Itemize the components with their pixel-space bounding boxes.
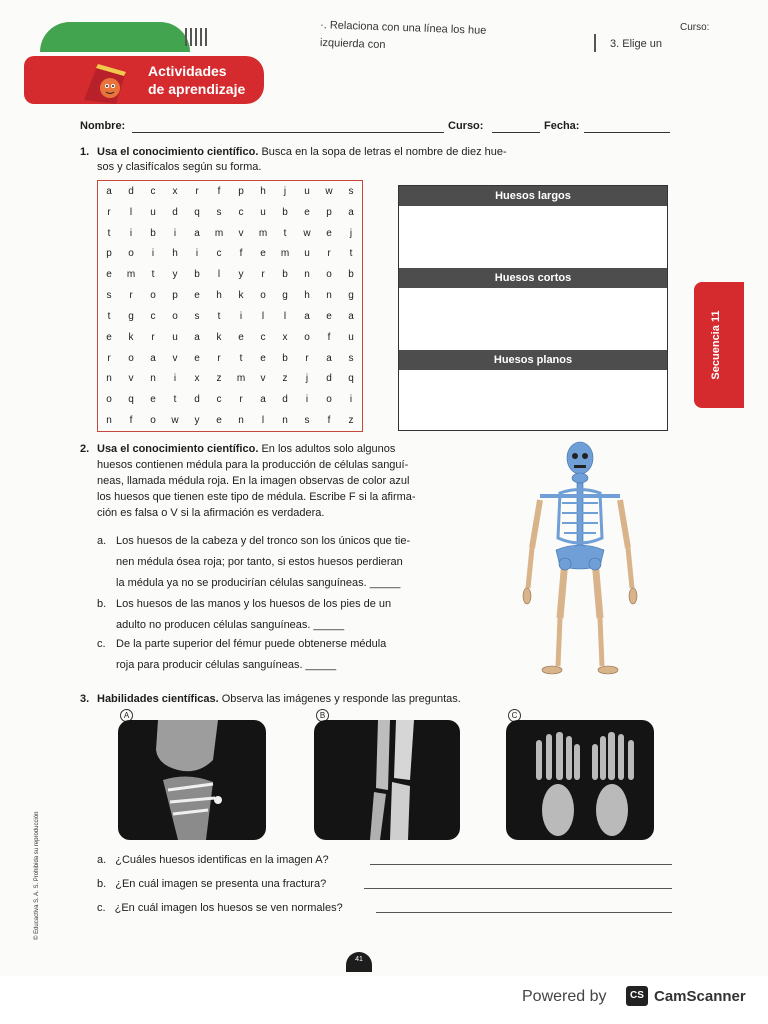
word-search-cell[interactable]: u — [304, 185, 310, 197]
q2-title: Usa el conocimiento científico. — [97, 443, 259, 455]
word-search-cell[interactable]: m — [236, 373, 246, 385]
word-search-cell[interactable]: b — [282, 206, 288, 218]
skeleton-illustration — [520, 438, 640, 678]
word-search-cell[interactable]: i — [349, 394, 353, 406]
word-search-cell[interactable]: i — [305, 394, 309, 406]
banner-title-line-1: Actividades — [148, 63, 227, 79]
q3-question-a-letter: a. — [97, 854, 107, 866]
top-cut-text-4: Curso: — [680, 22, 710, 33]
word-search-cell[interactable]: u — [172, 331, 178, 343]
word-search-cell[interactable]: u — [304, 248, 310, 260]
word-search-cell[interactable]: r — [327, 248, 331, 260]
word-search-cell[interactable]: i — [129, 227, 133, 239]
word-search-cell[interactable]: v — [128, 373, 134, 385]
word-search-cell[interactable]: h — [304, 290, 310, 302]
word-search-cell[interactable]: m — [258, 227, 268, 239]
q2-line-3: neas, llamada médula roja. En la imagen observas de color azul — [97, 475, 410, 487]
q3-answer-a-line[interactable] — [370, 864, 672, 865]
q3-answer-c-line[interactable] — [376, 912, 672, 913]
word-search-cell[interactable]: i — [239, 310, 243, 322]
word-search-cell[interactable]: r — [107, 352, 111, 364]
word-search-cell[interactable]: n — [282, 415, 288, 427]
word-search-cell[interactable]: t — [107, 227, 111, 239]
word-search-cell[interactable]: s — [304, 415, 310, 427]
word-search-cell[interactable]: n — [106, 415, 112, 427]
word-search-cell[interactable]: n — [326, 290, 332, 302]
word-search-cell[interactable]: o — [128, 352, 134, 364]
mascot-icon — [80, 58, 134, 108]
word-search-cell[interactable]: x — [194, 373, 200, 385]
xray-image-a — [118, 720, 266, 840]
word-search-cell[interactable]: a — [260, 394, 266, 406]
word-search-cell[interactable]: n — [238, 415, 244, 427]
image-label-b: B — [316, 709, 329, 722]
word-search-cell[interactable]: n — [150, 373, 156, 385]
word-search-cell[interactable]: t — [349, 248, 353, 260]
word-search-cell[interactable]: u — [348, 331, 354, 343]
word-search-cell[interactable]: a — [194, 227, 200, 239]
word-search-cell[interactable]: n — [106, 373, 112, 385]
word-search-cell[interactable]: o — [106, 394, 112, 406]
fracture-xray-graphic — [314, 720, 460, 840]
word-search-cell[interactable]: a — [194, 331, 200, 343]
word-search-cell[interactable]: j — [283, 185, 287, 197]
word-search-cell[interactable]: f — [239, 248, 243, 260]
short-bones-answer-area[interactable] — [399, 288, 667, 350]
word-search-cell[interactable]: r — [129, 290, 133, 302]
word-search-cell[interactable]: o — [304, 331, 310, 343]
q2-item-a-line-1: Los huesos de la cabeza y del tronco son los únicos que tie- — [116, 535, 411, 547]
q2-item-b-line-1: Los huesos de las manos y los huesos de los pies de un — [116, 598, 392, 610]
powered-by-text: Powered by — [522, 988, 607, 1005]
word-search-cell[interactable]: o — [150, 415, 156, 427]
date-field[interactable] — [584, 132, 670, 133]
q1-number: 1. — [80, 146, 90, 158]
word-search-cell[interactable]: r — [151, 331, 155, 343]
q1-text-1: Busca en la sopa de letras el nombre de diez hue- — [261, 146, 507, 158]
word-search-cell[interactable]: a — [304, 310, 310, 322]
top-cut-text-3: 3. Elige un — [610, 38, 662, 50]
image-label-a: A — [120, 709, 133, 722]
q2-item-a-line-3[interactable]: la médula ya no se producirían células sanguíneas. _____ — [116, 577, 401, 589]
word-search-cell[interactable]: q — [128, 394, 134, 406]
word-search-cell[interactable]: p — [106, 248, 112, 260]
word-search-cell[interactable]: z — [282, 373, 288, 385]
q2-line-2: huesos contienen médula para la producción de células sanguí- — [97, 459, 409, 471]
word-search-cell[interactable]: o — [150, 290, 156, 302]
word-search-cell[interactable]: x — [282, 331, 288, 343]
word-search-cell[interactable]: b — [194, 269, 200, 281]
knee-xray-graphic — [118, 720, 266, 840]
word-search-cell[interactable]: r — [305, 352, 309, 364]
word-search-cell[interactable]: e — [326, 227, 332, 239]
xray-image-c — [506, 720, 654, 840]
word-search-cell[interactable]: r — [261, 269, 265, 281]
word-search-cell[interactable]: c — [216, 394, 222, 406]
q2-line-1: En los adultos solo algunos — [261, 443, 396, 455]
word-search-cell[interactable]: o — [326, 269, 332, 281]
image-label-c: C — [508, 709, 521, 722]
word-search-cell[interactable]: l — [261, 310, 265, 322]
camscanner-name: CamScanner — [654, 988, 746, 1005]
q2-item-b — [97, 594, 476, 636]
word-search-cell[interactable]: q — [194, 206, 200, 218]
word-search-cell[interactable]: w — [171, 415, 179, 427]
word-search-cell[interactable]: a — [150, 352, 156, 364]
word-search-cell[interactable]: o — [128, 248, 134, 260]
q3-prompt — [97, 691, 557, 707]
word-search-cell[interactable]: d — [326, 373, 332, 385]
word-search-cell[interactable]: d — [128, 185, 134, 197]
q2-item-c-letter: c. — [97, 638, 106, 650]
word-search-cell[interactable]: o — [260, 290, 266, 302]
banner-title — [148, 62, 245, 98]
word-search-cell[interactable]: k — [216, 331, 222, 343]
word-search-cell[interactable]: e — [238, 331, 244, 343]
word-search-cell[interactable]: e — [194, 290, 200, 302]
long-bones-answer-area[interactable] — [399, 206, 667, 268]
word-search-cell[interactable]: u — [260, 206, 266, 218]
word-search-cell[interactable]: f — [327, 331, 331, 343]
feet-xray-graphic — [506, 720, 654, 840]
q3-title: Habilidades científicas. — [97, 693, 219, 705]
word-search-cell[interactable]: k — [128, 331, 134, 343]
word-search-cell[interactable]: s — [216, 206, 222, 218]
word-search-cell[interactable]: n — [304, 269, 310, 281]
word-search-cell[interactable]: s — [348, 185, 354, 197]
word-search-cell[interactable]: o — [326, 394, 332, 406]
word-search-cell[interactable]: b — [282, 352, 288, 364]
sequence-tab-label: Secuencia 11 — [710, 310, 722, 380]
student-info-row — [80, 116, 670, 138]
banner-title-line-2: de aprendizaje — [148, 81, 246, 97]
word-search-cell[interactable]: i — [173, 373, 177, 385]
q1-text-2: sos y clasifícalos según su forma. — [97, 161, 262, 173]
q2-item-a-letter: a. — [97, 535, 107, 547]
word-search-cell[interactable]: y — [172, 269, 178, 281]
word-search-cell[interactable]: t — [217, 310, 221, 322]
word-search-cell[interactable]: v — [238, 227, 244, 239]
word-search-cell[interactable]: r — [195, 185, 199, 197]
q3-question-a — [97, 852, 329, 868]
word-search-cell[interactable]: y — [194, 415, 200, 427]
q2-item-a — [97, 531, 476, 594]
table-header-long: Huesos largos — [399, 186, 667, 206]
word-search-cell[interactable]: v — [172, 352, 178, 364]
q1-title: Usa el conocimiento científico. — [97, 146, 259, 158]
word-search-cell[interactable]: l — [283, 310, 287, 322]
word-search-cell[interactable]: b — [348, 269, 354, 281]
word-search-cell[interactable]: i — [195, 248, 199, 260]
word-search-cell[interactable]: q — [348, 373, 354, 385]
word-search-cell[interactable]: h — [216, 290, 222, 302]
word-search-cell[interactable]: e — [304, 206, 310, 218]
q3-question-c-letter: c. — [97, 902, 106, 914]
copyright-notice: © Educactiva S. A. S. Prohibida su reproducción — [34, 811, 40, 940]
word-search-cell[interactable]: t — [151, 269, 155, 281]
word-search-cell[interactable]: w — [303, 227, 311, 239]
word-search-cell[interactable]: y — [238, 269, 244, 281]
q2-prompt — [97, 441, 477, 521]
word-search-grid — [98, 181, 362, 431]
word-search-cell[interactable]: c — [238, 206, 244, 218]
word-search-cell[interactable]: t — [283, 227, 287, 239]
course-label: Curso: — [448, 120, 484, 132]
q2-item-c — [97, 634, 476, 676]
word-search-cell[interactable]: l — [217, 269, 221, 281]
word-search-cell[interactable]: g — [282, 290, 288, 302]
q2-item-b-letter: b. — [97, 598, 107, 610]
word-search-cell[interactable]: a — [348, 310, 354, 322]
q3-question-a-text: ¿Cuáles huesos identificas en la imagen A? — [115, 854, 329, 866]
word-search-cell[interactable]: f — [327, 415, 331, 427]
word-search-cell[interactable]: e — [106, 269, 112, 281]
word-search-cell[interactable]: e — [260, 248, 266, 260]
word-search-cell[interactable]: i — [151, 248, 155, 260]
word-search-cell[interactable]: g — [348, 290, 354, 302]
top-cut-text-2: izquierda con — [319, 36, 386, 52]
name-label: Nombre: — [80, 120, 126, 132]
word-search-cell[interactable]: p — [326, 206, 332, 218]
word-search-cell[interactable]: c — [150, 185, 156, 197]
course-field[interactable] — [492, 132, 540, 133]
word-search-cell[interactable]: c — [150, 310, 156, 322]
word-search-cell[interactable]: s — [348, 352, 354, 364]
q3-question-c — [97, 900, 343, 916]
word-search-cell[interactable]: o — [172, 310, 178, 322]
word-search-cell[interactable]: u — [150, 206, 156, 218]
q2-line-5: ción es falsa o V si la afirmación es verdadera. — [97, 507, 325, 519]
word-search-cell[interactable]: h — [260, 185, 266, 197]
q2-item-a-line-2: nen médula ósea roja; por tanto, si estos huesos perdieran — [116, 556, 403, 568]
word-search-cell[interactable]: h — [172, 248, 178, 260]
word-search-cell[interactable]: z — [348, 415, 354, 427]
word-search-cell[interactable]: i — [173, 227, 177, 239]
bone-classification-table — [398, 185, 668, 431]
q3-question-b — [97, 876, 326, 892]
q1-prompt — [97, 144, 577, 160]
q2-line-4: los huesos que tienen este tipo de médula. Escribe F si la afirma- — [97, 491, 416, 503]
word-search-cell[interactable]: f — [217, 185, 221, 197]
word-search-cell[interactable]: g — [128, 310, 134, 322]
word-search-cell[interactable]: a — [106, 185, 112, 197]
date-label: Fecha: — [544, 120, 580, 132]
word-search-cell[interactable]: m — [126, 269, 136, 281]
word-search-cell[interactable]: d — [282, 394, 288, 406]
word-search-cell[interactable]: a — [326, 352, 332, 364]
word-search-cell[interactable]: e — [194, 352, 200, 364]
word-search-cell[interactable]: e — [150, 394, 156, 406]
word-search-cell[interactable]: r — [107, 206, 111, 218]
word-search-cell[interactable]: m — [280, 248, 290, 260]
word-search-cell[interactable]: d — [194, 394, 200, 406]
word-search-cell[interactable]: e — [106, 331, 112, 343]
word-search-cell[interactable]: j — [349, 227, 353, 239]
word-search-cell[interactable]: t — [107, 310, 111, 322]
q3-answer-b-line[interactable] — [364, 888, 672, 889]
word-search-cell[interactable]: f — [129, 415, 133, 427]
flat-bones-answer-area[interactable] — [399, 370, 667, 430]
word-search-cell[interactable]: t — [239, 352, 243, 364]
scanner-footer — [0, 976, 768, 1024]
word-search-cell[interactable]: z — [216, 373, 222, 385]
q2-item-b-line-2[interactable]: adulto no producen células sanguíneas. _____ — [116, 619, 345, 631]
q3-question-b-letter: b. — [97, 878, 107, 890]
top-cut-text-1: ·. Relaciona con una línea los hue — [319, 19, 487, 37]
word-search-cell[interactable]: v — [260, 373, 266, 385]
table-header-short: Huesos cortos — [399, 268, 667, 288]
word-search-cell[interactable]: d — [172, 206, 178, 218]
word-search-cell[interactable]: c — [260, 331, 266, 343]
top-stripe-decoration — [185, 28, 210, 46]
word-search-cell[interactable]: l — [129, 206, 133, 218]
word-search-cell[interactable]: e — [326, 310, 332, 322]
word-search-cell[interactable]: e — [216, 415, 222, 427]
word-search-cell[interactable]: s — [106, 290, 112, 302]
q3-question-c-text: ¿En cuál imagen los huesos se ven normales? — [114, 902, 343, 914]
word-search-cell[interactable]: m — [214, 227, 224, 239]
word-search-cell[interactable]: b — [150, 227, 156, 239]
q3-number: 3. — [80, 693, 90, 705]
q2-item-c-line-1: De la parte superior del fémur puede obtenerse médula — [116, 638, 387, 650]
word-search-cell[interactable]: k — [238, 290, 244, 302]
page-number: 41 — [346, 952, 372, 972]
top-divider — [594, 34, 596, 52]
word-search-cell[interactable]: l — [261, 415, 265, 427]
word-search-cell[interactable]: e — [260, 352, 266, 364]
camscanner-logo-icon: CS — [626, 986, 648, 1006]
name-field[interactable] — [132, 132, 444, 133]
q2-item-c-line-2[interactable]: roja para producir células sanguíneas. _____ — [116, 659, 337, 671]
q3-question-b-text: ¿En cuál imagen se presenta una fractura? — [115, 878, 327, 890]
q2-number: 2. — [80, 443, 90, 455]
top-green-decoration — [40, 22, 190, 52]
word-search — [97, 180, 363, 432]
word-search-cell[interactable]: w — [325, 185, 333, 197]
word-search-cell[interactable]: b — [282, 269, 288, 281]
word-search-cell[interactable]: j — [305, 373, 309, 385]
table-header-flat: Huesos planos — [399, 350, 667, 370]
word-search-cell[interactable]: t — [173, 394, 177, 406]
word-search-cell[interactable]: r — [239, 394, 243, 406]
q3-text: Observa las imágenes y responde las preguntas. — [221, 693, 461, 705]
word-search-cell[interactable]: s — [194, 310, 200, 322]
word-search-cell[interactable]: p — [172, 290, 178, 302]
word-search-cell[interactable]: c — [216, 248, 222, 260]
word-search-cell[interactable]: a — [348, 206, 354, 218]
word-search-cell[interactable]: p — [238, 185, 244, 197]
word-search-cell[interactable]: x — [172, 185, 178, 197]
word-search-cell[interactable]: r — [217, 352, 221, 364]
xray-image-b — [314, 720, 460, 840]
